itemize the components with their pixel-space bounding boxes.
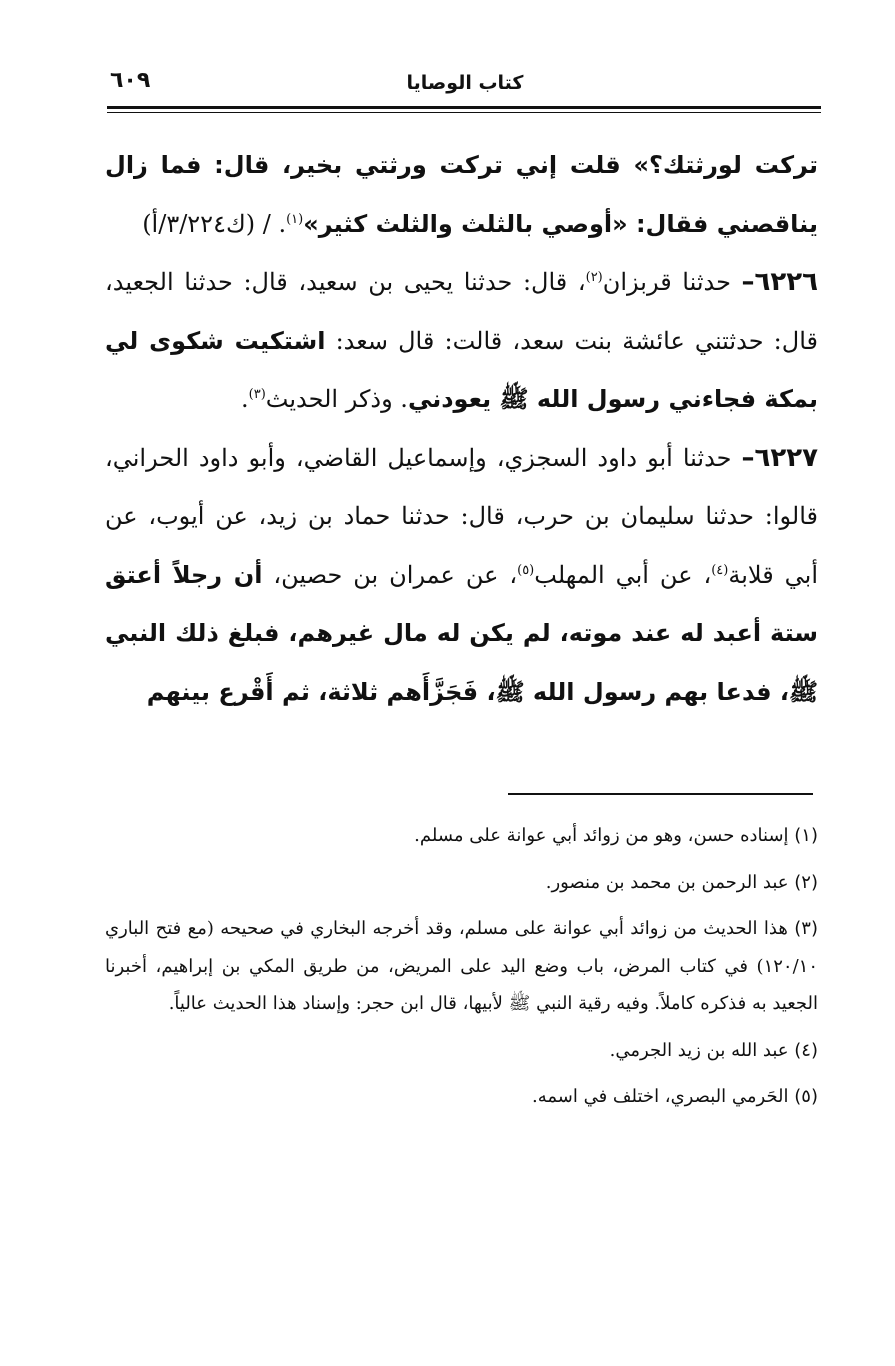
- bold-text: تركت لورثتك؟» قلت إني تركت ورثتي بخير، قال: فما زال يناقصني فقال: «أوصي بالثلث والثلث كثير»: [105, 151, 818, 238]
- footnote-number: (٥): [794, 1086, 818, 1107]
- text-segment: حدثنا أبو داود السجزي، وإسماعيل القاضي، وأبو داود الحراني، قالوا: حدثنا سليمان بن حرب، قال: حدثنا حماد بن زيد، عن أيوب، عن أبي قلابة: [105, 443, 818, 589]
- footnote-ref-4: (٤): [711, 562, 729, 578]
- footnote-text: إسناده حسن، وهو من زوائد أبي عوانة على مسلم.: [414, 825, 795, 846]
- footnote-ref-3: (٣): [248, 387, 266, 402]
- footnote-4: [105, 1032, 818, 1070]
- footnote-text: عبد الله بن زيد الجرمي.: [609, 1039, 795, 1061]
- footnote-3: [105, 910, 818, 1023]
- main-text: [105, 136, 818, 721]
- text-segment: . وذكر الحديث: [265, 385, 408, 413]
- bold-text: أن رجلاً أعتق ستة أعبد له عند موته، لم يكن له مال غيرهم، فبلغ ذلك النبي ﷺ، فدعا بهم رسول الله ﷺ، فَجَزَّأَهم ثلاثة، ثم أَقْرع بينهم: [105, 560, 818, 706]
- paragraph-hadith-6227: [105, 429, 818, 722]
- footnote-1: [105, 817, 818, 855]
- hadith-number: ٦٢٢٧–: [741, 442, 818, 473]
- footnote-5: [105, 1078, 818, 1116]
- footnote-ref-2: (٢): [585, 270, 603, 285]
- footnote-ref-5: (٥): [517, 562, 535, 578]
- hadith-number: ٦٢٢٦–: [741, 267, 818, 297]
- bold-text: اشتكيت شكوى لي بمكة فجاءني رسول الله ﷺ يعودني: [105, 326, 818, 413]
- footnote-2: [105, 864, 818, 902]
- footnote-number: (٤): [794, 1039, 818, 1061]
- footnote-number: (١): [794, 825, 818, 846]
- text-segment: ، عن عمران بن حصين،: [262, 560, 518, 589]
- footnote-text: هذا الحديث من زوائد أبي عوانة على مسلم، وقد أخرجه البخاري في صحيحه (مع فتح الباري ١٢٠/١٠) في كتاب المرض، باب وضع اليد على المريض، من طريق المكي بن إبراهيم، أخبرنا الجعيد به فذكره كاملاً. وفيه رقية النبي ﷺ لأبيها، قال ابن حجر: وإسناد هذا الحديث عالياً.: [105, 918, 818, 1014]
- paragraph-1: [105, 136, 818, 253]
- text-segment: حدثنا قربزان: [602, 268, 742, 296]
- footnote-text: عبد الرحمن بن محمد بن منصور.: [545, 871, 795, 893]
- text-segment: .: [241, 385, 249, 413]
- header-rule-thick: [107, 106, 821, 109]
- footnote-text: الحَرمي البصري، اختلف في اسمه.: [532, 1086, 795, 1107]
- page-number: ٦٠٩: [110, 68, 151, 93]
- text-segment: ، قال: حدثنا يحيى بن سعيد، قال: حدثنا الجعيد، قال: حدثتني عائشة بنت سعد، قالت: قال سعد:: [105, 268, 818, 355]
- text-segment: ، عن أبي المهلب: [534, 560, 712, 589]
- footnote-number: (٣): [794, 918, 818, 939]
- header-rule-thin: [107, 112, 821, 113]
- footnote-ref-1: (١): [286, 211, 304, 227]
- footnotes: [105, 817, 818, 1125]
- footnote-number: (٢): [794, 871, 818, 893]
- footnote-separator: [508, 793, 813, 795]
- text-segment: . / (ك٣/٢٢٤/أ): [142, 209, 287, 238]
- running-title: كتاب الوصايا: [406, 72, 524, 94]
- paragraph-hadith-6226: [105, 253, 818, 429]
- page-header: [110, 66, 820, 106]
